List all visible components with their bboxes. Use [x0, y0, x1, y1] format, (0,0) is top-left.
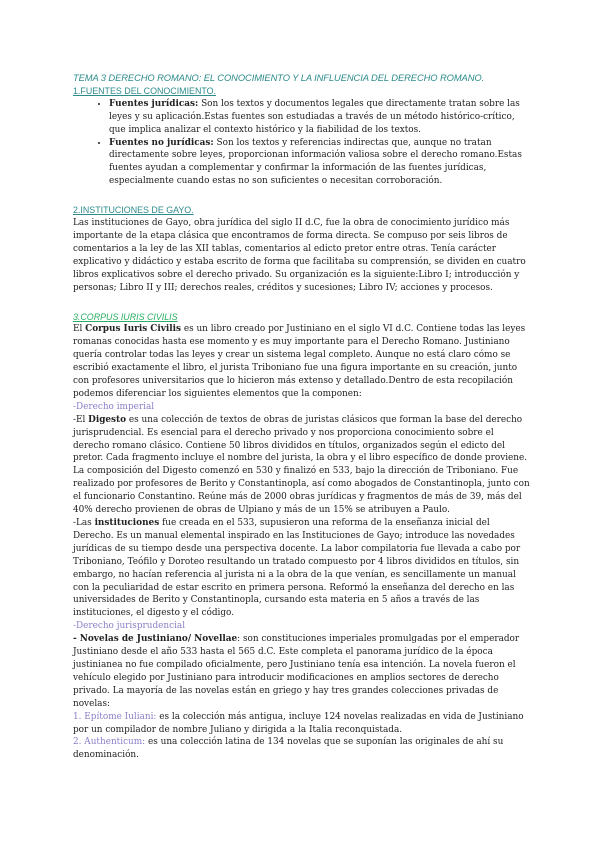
subheading-derecho-jurisprudencial: -Derecho jurisprudencial: [73, 621, 186, 632]
term: Fuentes jurídicas:: [109, 98, 199, 109]
instituciones-paragraph: -Las instituciones fue creada en el 533, supusieron una reforma de la enseñanza inicial del Derecho. Es un manual elemental inspirado en las Instituciones de Gayo; introduce las novedades jurídicas de su tiempo desde una perspectiva docente. La labor compilatoria fue llevada a cabo por Triboniano, Teófilo y Doroteo resultando un tratado compuesto por 4 libros divididos en títulos, sin embargo, no hacían referencia al jurista ni a la obra de la que venían, es sencillamente un manual con la peculiaridad de estar escrito en primera persona. Reformó la enseñanza del derecho en las universidades de Berito y Constantinopla, cursando esta materia en 5 años a través de las instituciones, el digesto y el código.: [73, 518, 521, 619]
term: Fuentes no jurídicas:: [109, 137, 214, 148]
definition: Son los textos y documentos legales que directamente tratan sobre las leyes y su aplicación.Estas fuentes son estudiadas a través de un método histórico-crítico, que implica analizar el contexto histórico y la fiabilidad de los textos.: [109, 98, 520, 135]
corpus-intro: El Corpus Iuris Civilis es un libro creado por Justiniano en el siglo VI d.C. Contiene todas las leyes romanas conocidas hasta ese momento y es muy importante para el Derecho Romano. Justiniano quería controlar todas las leyes y crear un sistema legal completo. Aunque no está claro cómo se escribió exactamente el libro, el jurista Triboniano fue una figura importante en su creación, junto con profesores universitarios que lo hicieron más extenso y detallado.Dentro de esta recopilación podemos diferenciar los siguientes elementos que la componen:: [73, 324, 526, 399]
list-item: [109, 98, 531, 137]
document-page: [73, 72, 531, 762]
digesto-paragraph: -El Digesto es una colección de textos de obras de juristas clásicos que forman la base del derecho jurisprudencial. Es esencial para el derecho privado y nos proporciona conocimiento sobre el derecho romano clásico. Contiene 50 libros divididos en títulos, organizados según el edicto del pretor. Cada fragmento incluye el nombre del jurista, la obra y el libro específico de donde proviene.: [73, 414, 528, 464]
section-1-heading: 1.FUENTES DEL CONOCIMIENTO.: [73, 85, 217, 96]
document-title: TEMA 3 DERECHO ROMANO: EL CONOCIMIENTO Y LA INFLUENCIA DEL DERECHO ROMANO.: [73, 72, 485, 83]
sources-list: [73, 98, 531, 188]
definition: Son los textos y referencias indirectas que, aunque no tratan directamente sobre leyes, proporcionan información valiosa sobre el derecho romano.Estas fuentes ayudan a complementar y confirmar la información de las fuentes jurídicas, especialmente cuando estas no son suficientes o necesitan corroboración.: [109, 137, 522, 187]
epitome-paragraph: 1. Epítome Iuliani: es la colección más antigua, incluye 124 novelas realizadas en vida de Justiniano por un compilador de nombre Juliano y dirigida a la Italia reconquistada.: [73, 711, 524, 735]
section-3-heading: 3.CORPUS IURIS CIVILIS: [73, 311, 178, 322]
novelas-paragraph: - Novelas de Justiniano/ Novellae: son constituciones imperiales promulgadas por el emperador Justiniano desde el año 533 hasta el 565 d.C. Este completa el panorama jurídico de la época justinianea no fue compilado oficialmente, pero Justiniano tenía esa intención. La novela fueron el vehículo elegido por Justiniano para introducir modificaciones en amplios sectores de derecho privado. La mayoría de las novelas están en griego y hay tres grandes colecciones privadas de novelas:: [73, 634, 520, 709]
subheading-derecho-imperial: -Derecho imperial: [73, 401, 155, 412]
authenticum-paragraph: 2. Authenticum: es una colección latina de 134 novelas que se suponían las originales de ahí su denominación.: [73, 737, 504, 761]
digesto-composition: La composición del Digesto comenzó en 530 y finalizó en 533, bajo la dirección de Triboniano. Fue realizado por profesores de Berito y Constantinopla, así como abogados de Constantinopla, junto con el funcionario Constantino. Reúne más de 2000 obras jurídicas y fragmentos de más de 39, más del 40% derecho provienen de obras de Ulpiano y más de un 15% se atribuyen a Paulo.: [73, 466, 530, 516]
list-item: [109, 137, 531, 189]
section-2-heading: 2.INSTITUCIONES DE GAYO.: [73, 205, 194, 216]
section-2-paragraph: Las instituciones de Gayo, obra jurídica del siglo II d.C, fue la obra de conocimiento jurídico más importante de la etapa clásica que encontramos de forma directa. Se compuso por seis libros de comentarios a la ley de las XII tablas, comentarios al edicto pretor entre otras. Tenía carácter explicativo y didáctico y estaba escrito de forma que facilitaba su comprensión, se dividen en cuatro libros explicativos sobre el derecho privado. Su organización es la siguiente:Libro I; introducción y personas; Libro II y III; derechos reales, créditos y sucesiones; Libro IV; acciones y procesos.: [73, 218, 526, 293]
